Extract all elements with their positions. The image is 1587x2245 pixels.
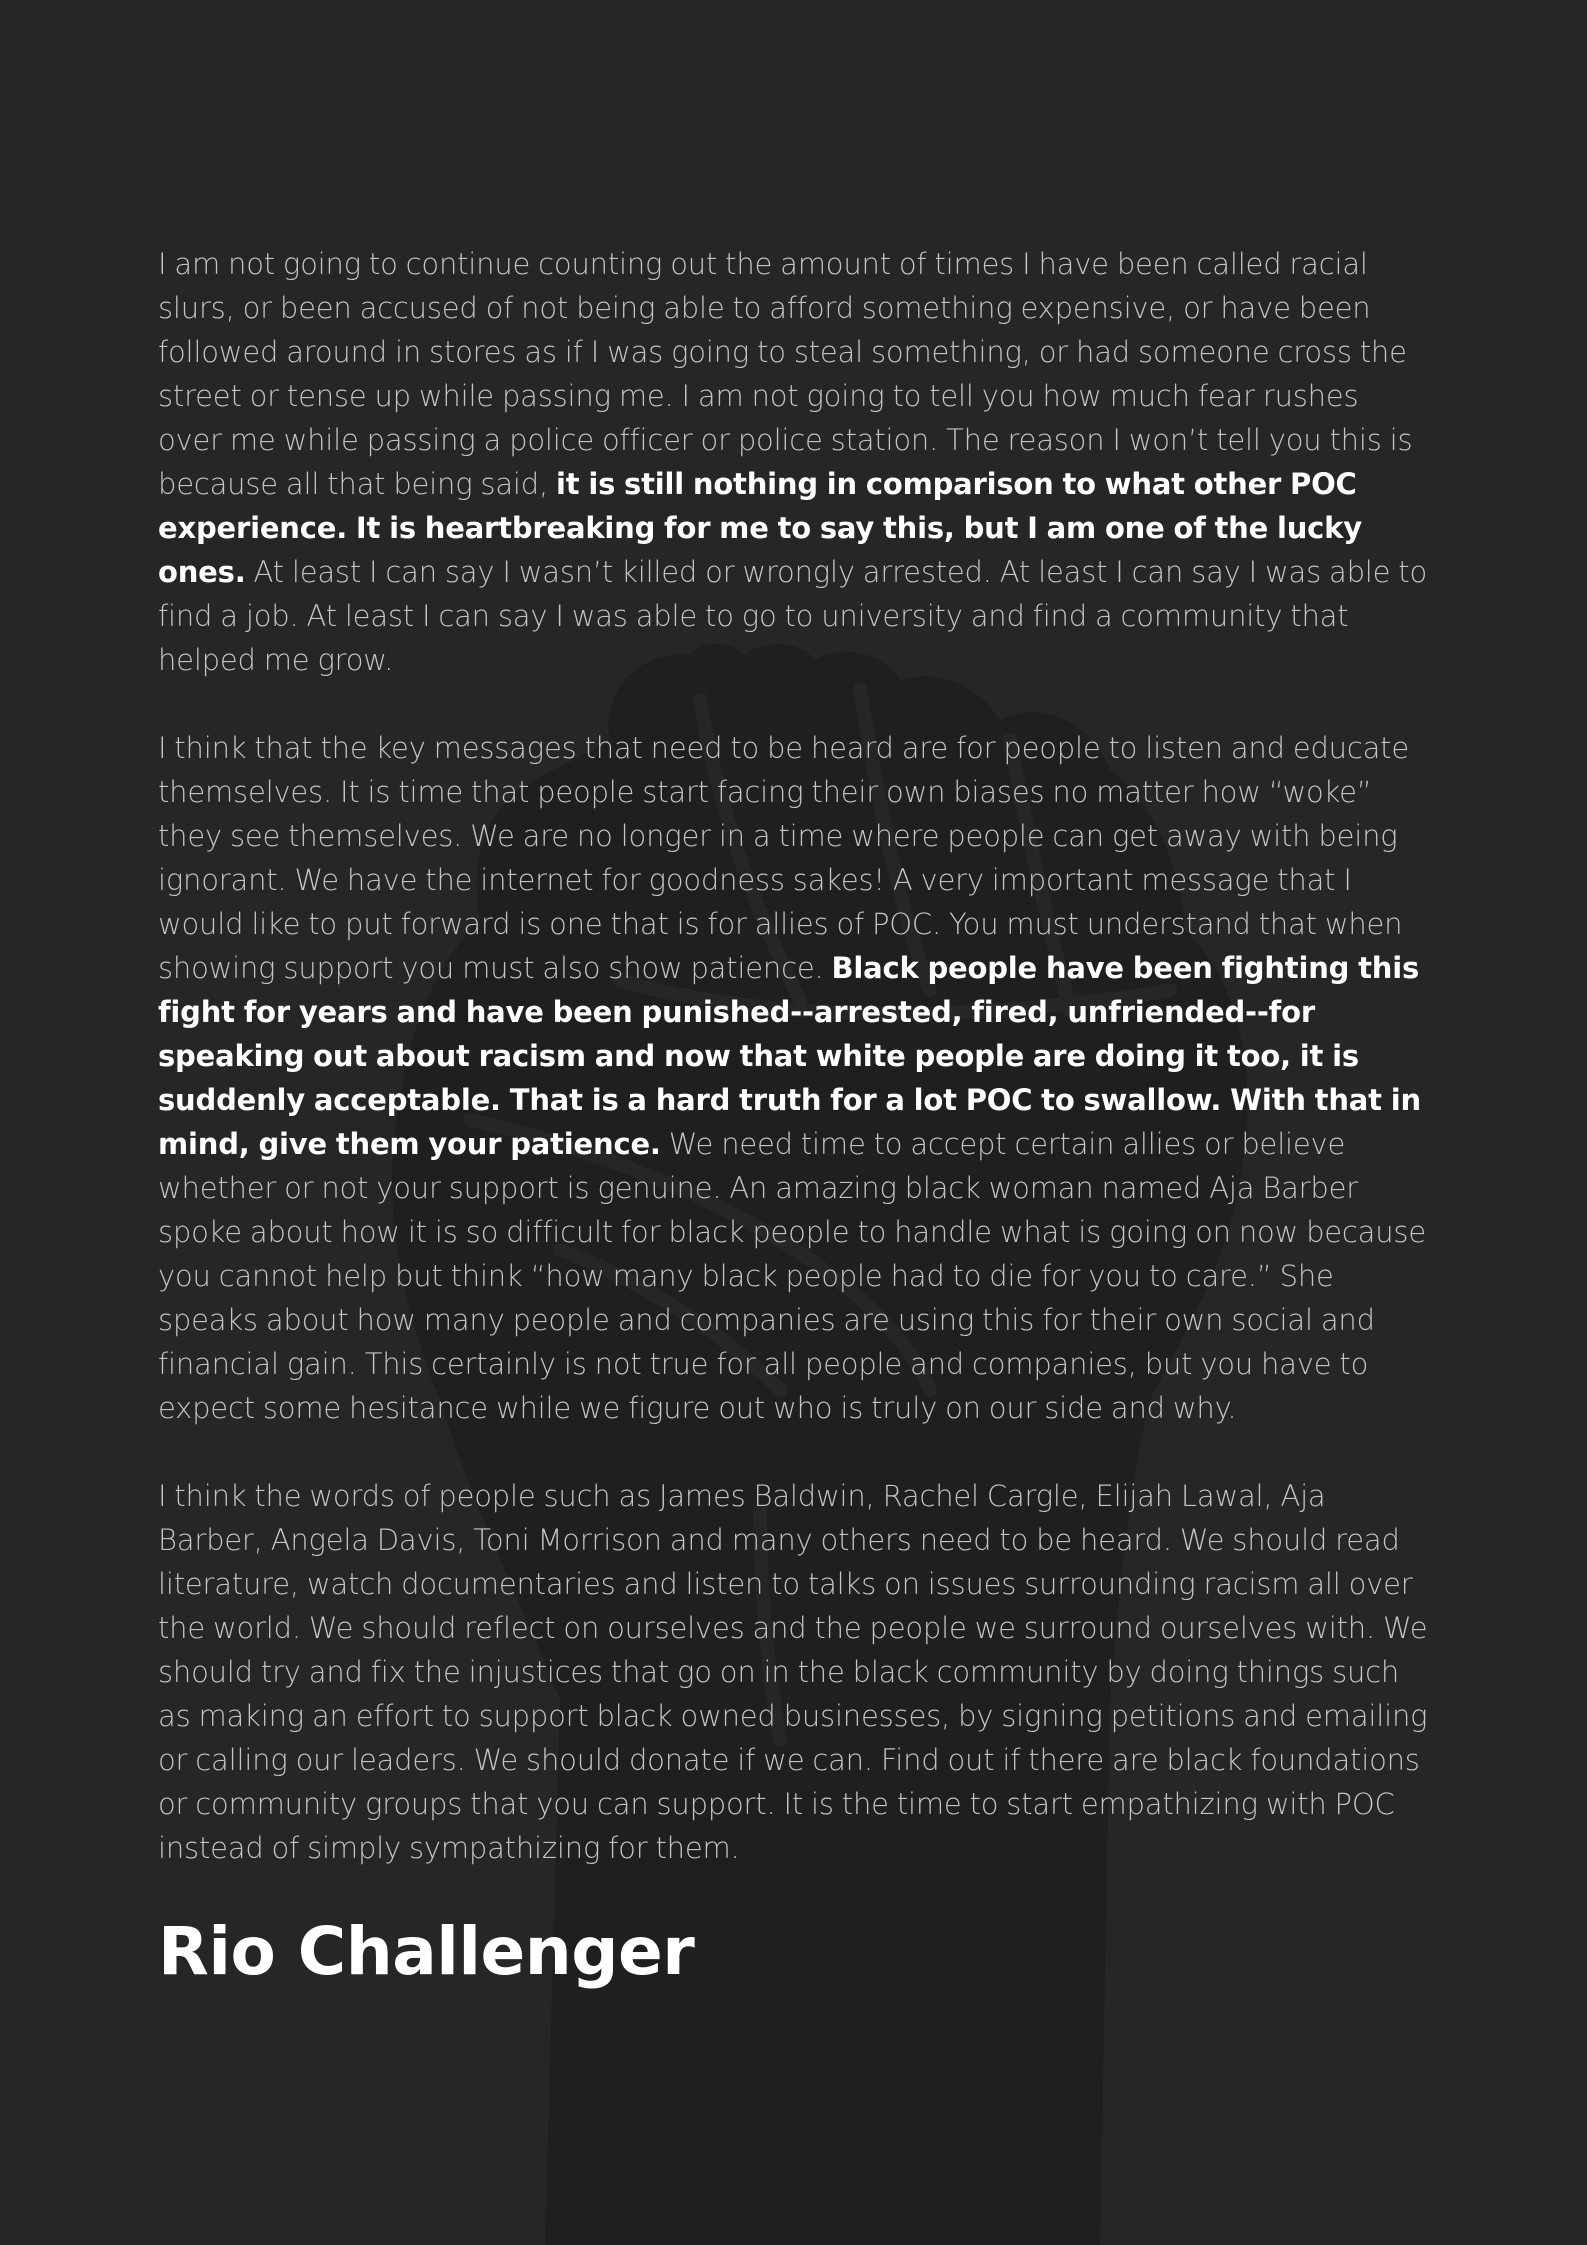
paragraph-2-text-end: We need time to accept certain allies or believe whether or not your support is genuine. An amazing black woman named Aja Barber spoke about how it is so difficult for black people to handle what is going on now because you cannot help but think “how many black people had to die for you to care.” She speaks about how many people and companies are using this for their own social and financial gain. This certainly is not true for all people and companies, but you have to expect some hesitance while we figure out who is truly on our side and why.: [158, 1127, 1426, 1425]
paragraph-2-text-start: I think that the key messages that need to be heard are for people to listen and educate themselves. It is time that people start facing their own biases no matter how “woke” they see themselves. We are no longer in a time where people can get away with being ignorant. We have the internet for goodness sakes! A very important message that I would like to put forward is one that is for allies of POC. You must understand that when showing support you must also show patience.: [158, 731, 1409, 985]
letter-body: [158, 242, 1430, 1990]
paragraph-1-text-end: At least I can say I wasn’t killed or wrongly arrested. At least I can say I was able to find a job. At least I can say I was able to go to university and find a community that helped me grow.: [158, 555, 1428, 677]
paragraph-1-emphasis: it is still nothing in comparison to what other POC experience. It is heartbreaking for me to say this, but I am one of the lucky ones.: [158, 467, 1362, 589]
author-name: Rio Challenger: [158, 1913, 695, 1990]
paragraph-3-text: I think the words of people such as James Baldwin, Rachel Cargle, Elijah Lawal, Aja Barber, Angela Davis, Toni Morrison and many others need to be heard. We should read literature, watch documentaries and listen to talks on issues surrounding racism all over the world. We should reflect on ourselves and the people we surround ourselves with. We should try and fix the injustices that go on in the black community by doing things such as making an effort to support black owned businesses, by signing petitions and emailing or calling our leaders. We should donate if we can. Find out if there are black foundations or community groups that you can support. It is the time to start empathizing with POC instead of simply sympathizing for them.: [158, 1479, 1428, 1865]
paragraph-3: [158, 1474, 1430, 1870]
paragraph-1: [158, 242, 1430, 682]
paragraph-2: [158, 726, 1430, 1430]
paragraph-1-text-start: I am not going to continue counting out the amount of times I have been called racial slurs, or been accused of not being able to afford something expensive, or have been followed around in stores as if I was going to steal something, or had someone cross the street or tense up while passing me. I am not going to tell you how much fear rushes over me while passing a police officer or police station. The reason I won’t tell you this is because all that being said,: [158, 247, 1413, 501]
paragraph-2-emphasis: Black people have been fighting this fight for years and have been punished--arrested, fired, unfriended--for speaking out about racism and now that white people are doing it too, it is suddenly acceptable. That is a hard truth for a lot POC to swallow. With that in mind, give them your patience.: [158, 951, 1421, 1161]
